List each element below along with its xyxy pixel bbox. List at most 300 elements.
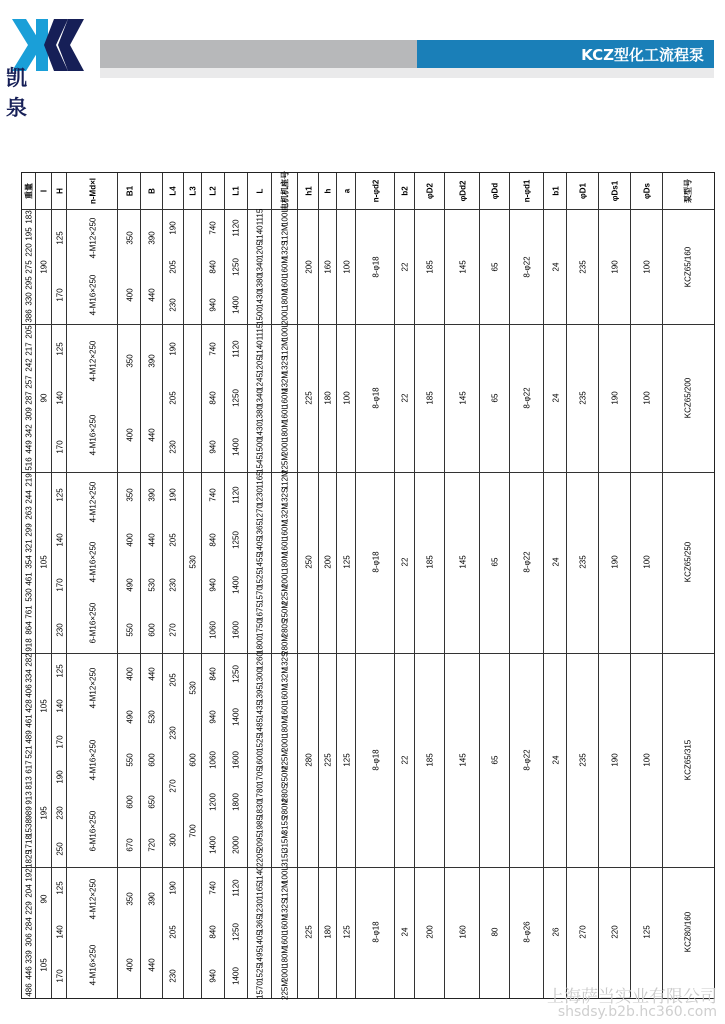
cell-weight: 864 [24,621,34,635]
cell-L: 1405 [255,931,265,950]
cell-B: 390 [147,487,157,502]
cell-Dd: 65 [490,393,500,403]
cell-motors: 225M [280,585,290,606]
page-title: KCZ型化工流程泵 [581,46,704,64]
cell-nd2: 8-φ18 [371,749,381,771]
cell-motors: 180M [280,946,290,967]
cell-I: 105 [39,699,49,713]
cell-L: 1545 [255,454,265,473]
cell-motors: 112M [280,881,290,901]
column-header: L1 [231,186,241,196]
cell-motors: 132M [280,503,290,524]
cell-weight: 321 [24,539,34,553]
cell-L: 1365 [255,520,265,539]
cell-motors: 225M [280,453,290,474]
cell-H: 250 [55,842,65,856]
cell-motors: 225M [280,979,290,1000]
cell-motors: 315M [280,831,290,852]
cell-H: 125 [55,487,65,502]
cell-L4: 205 [168,533,178,547]
cell-weight: 275 [24,259,34,274]
watermark-url: shsdsy.b2b.hc360.com [557,1004,717,1020]
cell-h: 200 [323,555,333,570]
cell-L: 1140 [255,340,265,358]
cell-h1: 225 [304,925,314,939]
column-header: φDd2 [458,180,468,202]
cell-D1: 235 [578,391,588,405]
cell-H: 170 [55,735,65,749]
cell-L2: 1060 [208,750,218,769]
cell-Ds1: 190 [610,555,620,570]
cell-weight: 244 [24,489,34,504]
cell-L: 1230 [255,487,265,506]
cell-motors: 160M [280,914,290,935]
cell-Ds1: 190 [610,391,620,405]
cell-L4: 230 [168,298,178,312]
cell-L1: 1120 [231,485,241,504]
cell-nd2: 8-φ18 [371,255,381,278]
column-divider [509,173,510,998]
cell-nd2: 8-φ18 [371,387,381,409]
cell-L1: 2000 [231,836,241,855]
cell-weight: 339 [24,950,34,964]
cell-B1: 600 [125,795,135,810]
cell-H: 230 [55,806,65,820]
cell-weight: 918 [24,637,34,652]
logo-text: 凯 泉 [6,66,41,120]
cell-D1: 235 [578,259,588,274]
cell-h1: 250 [304,555,314,570]
column-divider [66,173,67,998]
cell-motors: 132S [280,240,290,260]
cell-L4: 230 [168,440,178,455]
cell-motors: 200L [280,306,290,325]
cell-weight: 309 [24,407,34,422]
cell-nd1: 8-φ22 [522,749,532,771]
cell-L: 1485 [255,717,265,736]
cell-H: 190 [55,770,65,785]
cell-b1: 26 [551,927,561,937]
cell-motors: 160M [280,256,290,277]
cell-D1: 235 [578,555,588,570]
title-band [100,40,714,68]
cell-I: 90 [39,894,49,904]
cell-motors: 225M [280,749,290,770]
cell-model: KCZ65/160 [683,246,693,287]
column-divider [162,173,163,998]
cell-weight: 183 [24,210,34,224]
cell-L4: 190 [168,487,178,502]
cell-L4: 205 [168,925,178,939]
cell-L: 1430 [255,290,265,309]
cell-motors: 132M [280,371,290,392]
column-divider [224,173,225,998]
cell-L1: 1250 [231,530,241,549]
cell-weight: 461 [24,714,34,729]
cell-L: 1270 [255,504,265,522]
header-divider [22,209,714,210]
cell-weight: 217 [24,342,34,356]
cell-H: 140 [55,391,65,405]
cell-nd2: 8-φ18 [371,921,381,943]
cell-motors: 200L [280,734,290,753]
cell-L: 2095 [255,832,265,851]
cell-B: 440 [147,288,157,302]
cell-L2: 840 [208,533,218,547]
cell-model: KCZ65/250 [683,542,693,583]
cell-B: 720 [147,838,157,852]
cell-weight: 204 [24,884,34,898]
cell-motors: 160L [280,931,290,950]
column-divider [336,173,337,998]
cell-L: 1395 [255,685,265,703]
cell-L2: 940 [208,710,218,724]
cell-weight: 428 [24,699,34,713]
column-header: 重量 [24,183,34,199]
cell-D2: 185 [425,555,435,570]
cell-bolts: 4-M16×250 [88,542,98,583]
cell-motors: 132S [280,355,290,375]
cell-L1: 1400 [231,967,241,985]
cell-B: 600 [147,752,157,767]
cell-motors: 160L [280,537,290,555]
cell-L4: 205 [168,259,178,274]
column-divider [35,173,36,998]
cell-a: 100 [342,391,352,405]
cell-L2: 840 [208,391,218,405]
cell-I: 105 [39,958,49,972]
cell-motors: 132S [280,651,290,671]
cell-L2: 740 [208,221,218,235]
cell-L: 1260 [255,652,265,670]
cell-I: 190 [39,259,49,274]
cell-Dd2: 160 [458,925,468,939]
cell-L3: 600 [188,752,198,767]
cell-motors: 180M [280,716,290,737]
cell-L2: 940 [208,298,218,312]
cell-motors: 200L [280,569,290,588]
cell-weight: 913 [24,791,34,805]
group-divider [22,867,714,868]
column-header: 电机机座号 [280,171,290,211]
cell-weight: 299 [24,522,34,537]
cell-B: 600 [147,623,157,637]
cell-H: 170 [55,969,65,983]
cell-Dd2: 145 [458,555,468,570]
cell-L2: 1060 [208,621,218,640]
title-band-grey [100,40,417,68]
cell-motors: 132S [280,487,290,506]
cell-motors: 160L [280,701,290,720]
cell-model: KCZ65/315 [683,739,693,780]
cell-B: 440 [147,958,157,972]
cell-weight: 192 [24,868,34,882]
cell-weight: 489 [24,730,34,744]
column-divider [444,173,445,998]
cell-L: 1230 [255,898,265,917]
cell-bolts: 4-M16×250 [88,274,98,316]
column-header: φD1 [578,183,588,199]
cell-motors: 280M [280,634,290,655]
cell-L2: 840 [208,667,218,681]
cell-weight: 295 [24,276,34,290]
cell-B: 440 [147,533,157,547]
cell-H: 170 [55,288,65,302]
cell-L4: 230 [168,726,178,740]
cell-Ds: 125 [642,925,652,939]
cell-L: 1985 [255,816,265,835]
cell-weight: 461 [24,572,34,586]
cell-L: 1380 [255,405,265,424]
cell-L: 1380 [255,274,265,292]
cell-Ds: 100 [642,259,652,274]
cell-weight: 516 [24,457,34,471]
cell-L1: 1600 [231,750,241,769]
column-header: I [39,189,49,193]
cell-weight: 242 [24,358,34,372]
cell-L4: 205 [168,391,178,405]
cell-H: 125 [55,342,65,356]
cell-L2: 940 [208,578,218,592]
cell-L1: 1250 [231,665,241,684]
cell-weight: 334 [24,669,34,683]
cell-L4: 190 [168,221,178,235]
cell-D2: 185 [425,391,435,405]
cell-L: 1525 [255,569,265,588]
column-header: n-φd2 [371,179,381,203]
cell-bolts: 4-M16×250 [88,739,98,781]
cell-L1: 1250 [231,923,241,942]
cell-motors: 132S [280,898,290,917]
cell-weight: 306 [24,933,34,948]
cell-H: 140 [55,925,65,939]
group-divider [22,472,714,473]
cell-I: 195 [39,806,49,820]
cell-model: KCZ80/160 [683,912,693,953]
cell-b1: 24 [551,393,561,403]
cell-L4: 270 [168,779,178,794]
cell-B1: 400 [125,958,135,972]
column-header: B1 [125,185,135,197]
column-header: φDs1 [610,180,620,202]
cell-I: 90 [39,393,49,403]
cell-L1: 1120 [231,219,241,237]
cell-bolts: 4-M12×250 [88,340,98,382]
cell-L4: 205 [168,672,178,687]
cell-weight: 205 [24,325,34,339]
cell-motors: 160M [280,683,290,704]
cell-weight: 219 [24,473,34,487]
cell-motors: 180M [280,289,290,310]
cell-L1: 1600 [231,621,241,640]
cell-L1: 1400 [231,708,241,726]
cell-motors: 280S [280,783,290,802]
cell-Ds: 100 [642,752,652,767]
cell-weight: 449 [24,440,34,455]
cell-Dd: 65 [490,557,500,567]
cell-weight: 989 [24,806,34,820]
cell-B1: 670 [125,838,135,852]
cell-bolts: 4-M16×250 [88,414,98,456]
cell-B1: 490 [125,710,135,724]
cell-a: 125 [342,752,352,767]
cell-motors: 112M [280,223,290,244]
cell-B: 440 [147,428,157,442]
cell-H: 170 [55,440,65,455]
cell-weight: 617 [24,760,34,774]
cell-L1: 1800 [231,793,241,812]
column-header: L3 [188,186,198,196]
cell-B1: 400 [125,533,135,547]
cell-L: 1165 [255,882,265,900]
cell-weight: 530 [24,588,34,602]
cell-L2: 740 [208,881,218,896]
cell-H: 140 [55,533,65,547]
cell-L: 1570 [255,980,265,999]
cell-L: 1455 [255,553,265,572]
title-band-blue [417,40,714,68]
cell-weight: 284 [24,917,34,931]
cell-B1: 400 [125,667,135,681]
cell-B1: 550 [125,752,135,767]
cell-b1: 24 [551,262,561,271]
cell-L2: 1400 [208,836,218,855]
column-divider [566,173,567,998]
cell-L2: 940 [208,969,218,983]
cell-nd1: 8-φ22 [522,387,532,409]
title-band-underline [100,68,714,78]
cell-L: 1115 [255,208,265,226]
cell-L2: 840 [208,925,218,939]
cell-weight: 1825 [24,849,34,868]
cell-bolts: 6-M16×250 [88,602,98,644]
column-divider [598,173,599,998]
column-header: n-Md×l [88,178,98,204]
cell-weight: 1718 [24,834,34,853]
cell-weight: 282 [24,653,34,668]
cell-weight: 195 [24,226,34,241]
cell-weight: 761 [24,605,34,619]
cell-b2: 22 [400,393,410,403]
cell-model: KCZ65/200 [683,377,693,419]
cell-weight: 521 [24,745,34,759]
cell-motors: 180M [280,420,290,441]
cell-H: 140 [55,699,65,713]
cell-Ds1: 190 [610,752,620,767]
cell-motors: 160L [280,405,290,424]
cell-motors: 200L [280,438,290,457]
cell-H: 125 [55,231,65,245]
cell-L: 1435 [255,701,265,720]
cell-bolts: 4-M12×250 [88,481,98,523]
cell-motors: 250M [280,766,290,787]
cell-L1: 1400 [231,438,241,457]
column-header: L [255,188,265,194]
column-divider [201,173,202,998]
column-header: b1 [551,186,561,196]
cell-a: 125 [342,925,352,939]
cell-weight: 354 [24,555,34,570]
cell-h: 225 [323,752,333,767]
column-header: 泵型号 [683,179,693,203]
group-divider [22,653,714,654]
column-divider [297,173,298,998]
column-divider [140,173,141,998]
cell-motors: 160M [280,388,290,409]
cell-B1: 400 [125,428,135,442]
cell-weight: 257 [24,374,34,389]
cell-weight: 1538 [24,819,34,838]
cell-L4: 270 [168,623,178,637]
cell-L: 2205 [255,849,265,868]
cell-weight: 220 [24,243,34,257]
cell-L: 1300 [255,668,265,687]
cell-L4: 230 [168,969,178,983]
cell-b1: 24 [551,755,561,765]
cell-L: 1780 [255,783,265,802]
cell-L: 1165 [255,471,265,489]
cell-Ds1: 190 [610,259,620,274]
cell-B: 650 [147,795,157,810]
cell-nd1: 8-φ22 [522,255,532,278]
cell-Dd2: 145 [458,391,468,405]
cell-b2: 22 [400,557,410,567]
cell-h: 160 [323,259,333,274]
cell-B: 390 [147,892,157,907]
column-header: φDd [490,182,500,200]
cell-motors: 160M [280,519,290,540]
column-divider [662,173,663,998]
cell-L: 1365 [255,915,265,933]
cell-weight: 287 [24,391,34,405]
cell-motors: 100L [280,208,290,227]
cell-L: 1675 [255,602,265,621]
cell-L1: 1400 [231,295,241,314]
cell-a: 100 [342,259,352,274]
cell-Dd: 65 [490,262,500,271]
cell-weight: 486 [24,983,34,997]
cell-L2: 840 [208,259,218,274]
cell-L1: 1250 [231,257,241,276]
column-header: h1 [304,186,314,196]
cell-h: 180 [323,925,333,939]
cell-L2: 1200 [208,793,218,812]
cell-L1: 1400 [231,576,241,594]
cell-motors: 132M [280,667,290,688]
column-divider [355,173,356,998]
cell-bolts: 6-M16×250 [88,810,98,852]
cell-L2: 940 [208,440,218,455]
cell-H: 230 [55,623,65,637]
group-divider [22,324,714,325]
cell-L: 1750 [255,619,265,638]
cell-B: 390 [147,354,157,368]
cell-motors: 112M [280,339,290,359]
cell-motors: 250M [280,601,290,622]
cell-L1: 1120 [231,879,241,898]
cell-L: 1500 [255,306,265,325]
cell-L: 1800 [255,635,265,654]
cell-Dd2: 145 [458,259,468,274]
cell-Ds: 100 [642,555,652,570]
cell-H: 170 [55,578,65,592]
cell-L2: 740 [208,342,218,356]
cell-Dd2: 145 [458,752,468,767]
cell-a: 125 [342,555,352,570]
column-header: L2 [208,186,218,196]
cell-nd1: 8-φ26 [522,921,532,943]
column-divider [394,173,395,998]
